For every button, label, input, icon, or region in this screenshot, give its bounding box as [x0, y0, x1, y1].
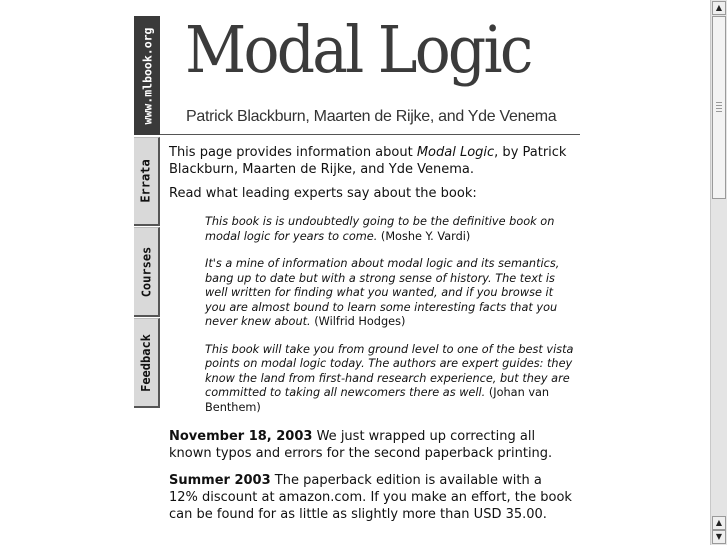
news-text: The paperback edition is available with a 12% discount at amazon.com. If you make an effort, the book can be found for as little as slightly more than USD 35.00. — [169, 473, 572, 522]
quote-author: (Wilfrid Hodges) — [314, 315, 406, 328]
site-url-label: www.mlbook.org — [140, 27, 154, 124]
tab-courses[interactable] — [134, 227, 160, 317]
scroll-thumb[interactable] — [712, 16, 726, 199]
scroll-down-button[interactable] — [712, 530, 726, 544]
quote-hodges — [205, 257, 574, 330]
intro-paragraph — [169, 144, 574, 178]
arrow-down-icon: ▼ — [715, 532, 723, 541]
grip-line — [716, 102, 722, 103]
quotes-lead: Read what leading experts say about the book: — [169, 186, 477, 201]
quote-author: (Moshe Y. Vardi) — [380, 229, 471, 243]
tab-errata-label: Errata — [139, 159, 154, 203]
site-url-tab[interactable] — [134, 16, 160, 135]
quote-text: It's a mine of information about modal logic and its semantics, bang up to date but with a strong sense of history. The text is well written for finding what you wanted, and if you browse it you are almost bound to learn some interesting facts that you never knew about. — [205, 257, 560, 328]
news-text: We just wrapped up correcting all known typos and errors for the second paperback printing. — [169, 429, 553, 461]
arrow-up-icon: ▲ — [715, 3, 723, 12]
scroll-up-button[interactable] — [712, 1, 726, 15]
grip-line — [716, 111, 722, 112]
quote-text: This book will take you from ground level to one of the best vista points on modal logic today. The authors are expert guides: they know the land from first-hand research experience, but they are committed to taking all newcomers there as well. — [205, 342, 574, 399]
header-divider — [160, 134, 580, 135]
tab-feedback[interactable] — [134, 318, 160, 408]
quote-author: (Johan van Benthem) — [205, 386, 550, 414]
quote-text: This book is is undoubtedly going to be the definitive book on modal logic for years to come. — [205, 215, 555, 243]
tab-errata[interactable] — [134, 137, 160, 226]
news-item — [169, 428, 574, 462]
main-content — [169, 144, 574, 533]
news-date: Summer 2003 — [169, 473, 271, 488]
page-title: Modal Logic — [185, 13, 531, 88]
arrow-up-icon: ▲ — [715, 518, 723, 527]
quote-vardi — [205, 215, 574, 244]
intro-book-title: Modal Logic — [416, 145, 495, 160]
book-authors: Patrick Blackburn, Maarten de Rijke, and Yde Venema — [186, 108, 557, 125]
intro-text-pre: This page provides information about — [169, 145, 417, 160]
news-item — [169, 472, 574, 523]
vertical-scrollbar[interactable] — [710, 0, 727, 545]
quote-van-benthem — [205, 343, 574, 416]
scroll-up-button-lower[interactable] — [712, 516, 726, 530]
tab-courses-label: Courses — [139, 246, 154, 297]
tab-feedback-label: Feedback — [139, 333, 154, 392]
grip-line — [716, 108, 722, 109]
intro-text-post: , by Patrick Blackburn, Maarten de Rijke, and Yde Venema. — [169, 145, 567, 177]
grip-line — [716, 105, 722, 106]
news-date: November 18, 2003 — [169, 429, 313, 444]
